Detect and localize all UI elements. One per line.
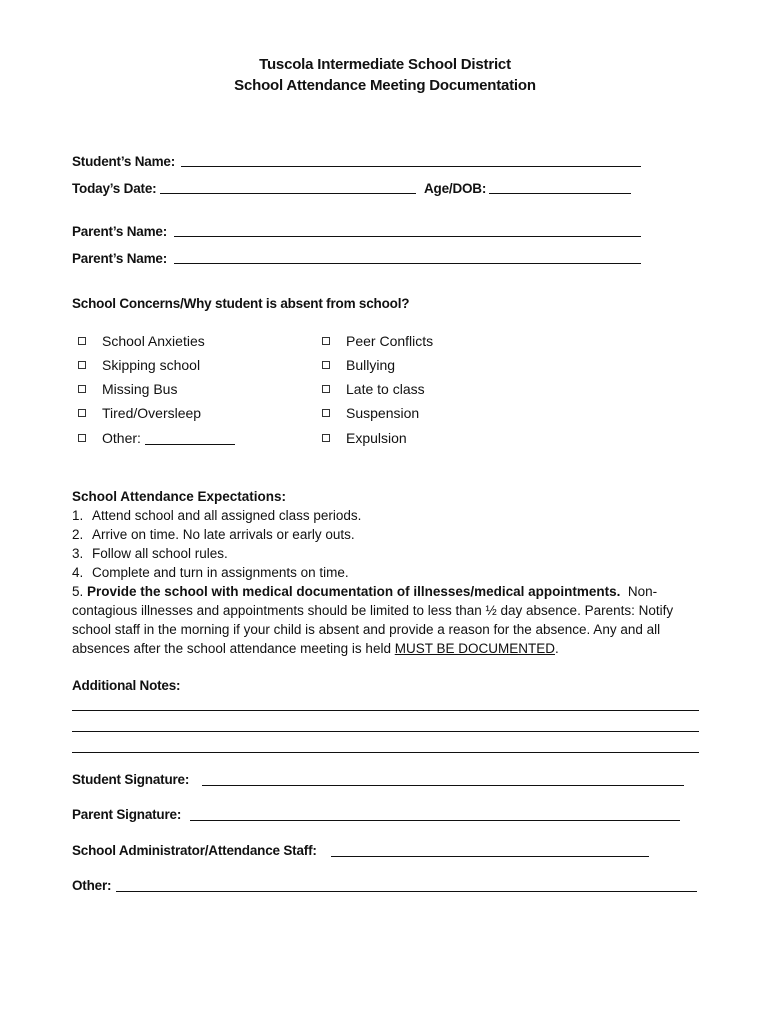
checkbox-row[interactable]: Suspension [322, 405, 419, 421]
todays-date-label: Today’s Date: [72, 181, 157, 196]
checkbox-icon[interactable] [78, 337, 86, 345]
parent-signature-label: Parent Signature: [72, 807, 182, 822]
checkbox-icon[interactable] [322, 409, 330, 417]
parent-signature-field[interactable] [190, 820, 680, 821]
parent-name-field-1[interactable] [174, 236, 641, 237]
parent-name-label-2: Parent’s Name: [72, 251, 167, 266]
list-item: 1. Attend school and all assigned class periods. [72, 508, 362, 523]
student-signature-label: Student Signature: [72, 772, 190, 787]
notes-line-1[interactable] [72, 710, 699, 711]
checkbox-row[interactable]: Expulsion [322, 430, 407, 446]
notes-heading: Additional Notes: [72, 678, 181, 693]
checkbox-icon[interactable] [78, 434, 86, 442]
expectations-heading: School Attendance Expectations: [72, 489, 287, 504]
list-item-5: 5. Provide the school with medical documentation of illnesses/medical appointments. Non-contagious illnesses and appointments should be limited to less than ½ day absence. Parents: Notify school staff in the morning if your child is absent and provide a reason for the absence. Any and all absences after the school attendance meeting is held MUST BE DOCUMENTED. [72, 584, 674, 656]
list-item: 3. Follow all school rules. [72, 546, 228, 561]
checkbox-icon[interactable] [322, 385, 330, 393]
expectations-section [72, 487, 712, 658]
district-title: Tuscola Intermediate School District [259, 56, 511, 73]
parent-name-label-1: Parent’s Name: [72, 224, 167, 239]
list-item: 2. Arrive on time. No late arrivals or early outs. [72, 527, 355, 542]
student-signature-field[interactable] [202, 785, 684, 786]
checkbox-row[interactable]: Peer Conflicts [322, 333, 433, 349]
checkbox-icon[interactable] [78, 409, 86, 417]
other-signature-label: Other: [72, 878, 112, 893]
checkbox-icon[interactable] [322, 337, 330, 345]
checkbox-row[interactable]: Skipping school [78, 357, 200, 373]
other-signature-field[interactable] [116, 891, 697, 892]
checkbox-icon[interactable] [322, 434, 330, 442]
staff-signature-field[interactable] [331, 856, 649, 857]
checkbox-icon[interactable] [78, 385, 86, 393]
form-title: School Attendance Meeting Documentation [234, 77, 536, 94]
other-concern-field[interactable] [145, 432, 235, 445]
notes-line-2[interactable] [72, 731, 699, 732]
checkbox-icon[interactable] [78, 361, 86, 369]
student-name-field[interactable] [181, 166, 641, 167]
student-name-label: Student’s Name: [72, 154, 176, 169]
checkbox-row[interactable]: Tired/Oversleep [78, 405, 201, 421]
parent-name-field-2[interactable] [174, 263, 641, 264]
checkbox-row[interactable]: School Anxieties [78, 333, 205, 349]
checkbox-row[interactable]: Late to class [322, 381, 425, 397]
list-item: 4. Complete and turn in assignments on time. [72, 565, 349, 580]
checkbox-row-other[interactable]: Other: [78, 430, 235, 446]
staff-signature-label: School Administrator/Attendance Staff: [72, 843, 317, 858]
todays-date-field[interactable] [160, 193, 416, 194]
age-dob-field[interactable] [489, 193, 631, 194]
checkbox-icon[interactable] [322, 361, 330, 369]
checkbox-row[interactable]: Bullying [322, 357, 395, 373]
notes-line-3[interactable] [72, 752, 699, 753]
concerns-heading: School Concerns/Why student is absent from school? [72, 296, 410, 311]
age-dob-label: Age/DOB: [424, 181, 487, 196]
checkbox-row[interactable]: Missing Bus [78, 381, 177, 397]
